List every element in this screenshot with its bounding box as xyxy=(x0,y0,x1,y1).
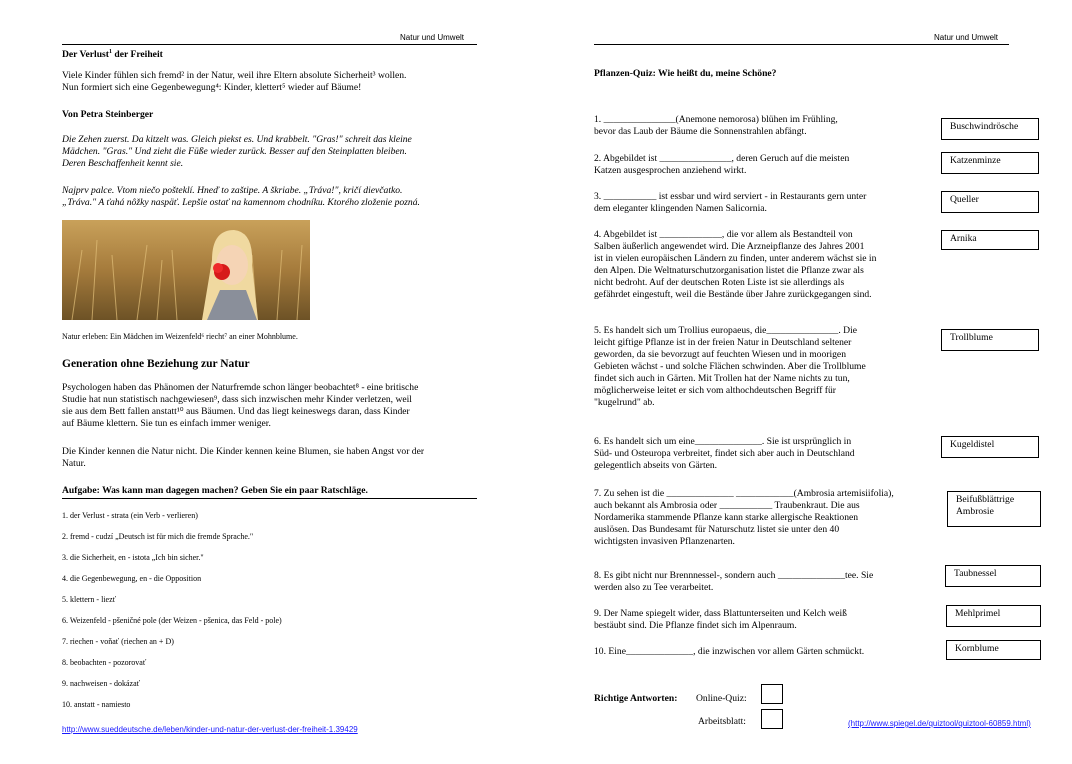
vocab-item: 5. klettern - liezť xyxy=(62,595,117,604)
vocab-item: 8. beobachten - pozorovať xyxy=(62,658,147,667)
question-line: "kugelrund" ab. xyxy=(594,397,655,408)
answer-box: Kornblume xyxy=(946,640,1041,660)
question-line: 9. Der Name spiegelt wider, dass Blattunterseiten und Kelch weiß xyxy=(594,608,847,619)
question-line: leicht giftige Pflanze ist in der freien Natur in Deutschland seltener xyxy=(594,337,852,348)
answer-box: Mehlprimel xyxy=(946,605,1041,627)
answer-box: Taubnessel xyxy=(945,565,1041,587)
question-line: 10. Eine______________, die inzwischen vor allem Gärten schmückt. xyxy=(594,646,865,657)
question-10 xyxy=(594,646,919,658)
vocab-item: 3. die Sicherheit, en - istota „Ich bin sicher." xyxy=(62,553,204,562)
vocab-item: 2. fremd - cudzí „Deutsch ist für mich die fremde Sprache." xyxy=(62,532,254,541)
question-line: 5. Es handelt sich um Trollius europaeus, die_______________. Die xyxy=(594,325,858,336)
question-line: dem eleganter klingenden Namen Salicornia. xyxy=(594,203,767,214)
question-line: 3. ___________ ist essbar und wird serviert - in Restaurants gern unter xyxy=(594,191,867,202)
header-rule xyxy=(594,44,1009,45)
title-part: Der Verlust xyxy=(62,49,109,61)
paragraph-children xyxy=(62,446,477,470)
answer-box: Trollblume xyxy=(941,329,1039,351)
task-heading: Aufgabe: Was kann man dagegen machen? Geben Sie ein paar Ratschläge. xyxy=(62,485,368,496)
right-page xyxy=(536,0,1072,764)
question-line: findet sich auch in Gärten. Mit Trollen hat der Name nichts zu tun, xyxy=(594,373,850,384)
vocab-item: 6. Weizenfeld - pšeničné pole (der Weizen - pšenica, das Feld - pole) xyxy=(62,616,282,625)
answer-box: Kugeldistel xyxy=(941,436,1039,458)
question-line: auch bekannt als Ambrosia oder ___________ Traubenkraut. Die aus xyxy=(594,500,860,511)
answer-box: Arnika xyxy=(941,230,1039,250)
question-line: nicht bedroht. Auf der deutschen Roten Liste ist sie allerdings als xyxy=(594,277,845,288)
paragraph-psychologists xyxy=(62,382,477,430)
question-line: 4. Abgebildet ist _____________, die vor allem als Bestandteil von xyxy=(594,229,853,240)
question-4 xyxy=(594,229,919,301)
para-line: Studie hat nun statistisch nachgewiesen⁹, dass sich inzwischen mehr Kinder verletzen, weil xyxy=(62,394,412,405)
answer-box: Queller xyxy=(941,191,1039,213)
question-6 xyxy=(594,436,919,472)
question-line: bevor das Laub der Bäume die Sonnenstrahlen abfängt. xyxy=(594,126,807,137)
author-line: Von Petra Steinberger xyxy=(62,109,154,120)
intro-line: Viele Kinder fühlen sich fremd² in der Natur, weil ihre Eltern absolute Sicherheit³ wollen. xyxy=(62,70,407,81)
intro-paragraph xyxy=(62,70,477,94)
question-line: 1. _______________(Anemone nemorosa) blühen im Frühling, xyxy=(594,114,838,125)
question-7 xyxy=(594,488,919,548)
online-quiz-label: Online-Quiz: xyxy=(696,693,747,704)
question-1 xyxy=(594,114,919,138)
title-footnote: 1 xyxy=(109,49,112,55)
question-line: Nordamerika stammende Pflanze kann starke allergische Reaktionen xyxy=(594,512,859,523)
header-rule xyxy=(62,44,477,45)
answer-box: Beifußblättrige Ambrosie xyxy=(947,491,1041,527)
question-2 xyxy=(594,153,919,177)
question-9 xyxy=(594,608,919,632)
online-quiz-score-box[interactable] xyxy=(761,684,783,704)
answer-box: Buschwindrösche xyxy=(941,118,1039,140)
question-line: gefährdet eingestuft, weil die Bestände über Jahre zurückgegangen sind. xyxy=(594,289,872,300)
question-5 xyxy=(594,325,919,409)
vocab-item: 1. der Verlust - strata (ein Verb - verlieren) xyxy=(62,511,198,520)
german-quote xyxy=(62,134,477,170)
answers-label: Richtige Antworten: xyxy=(594,693,678,704)
question-line: möglicherweise leitet er sich vom althochdeutschen Begriff für xyxy=(594,385,836,396)
question-line: 6. Es handelt sich um eine______________. Sie ist ursprünglich in xyxy=(594,436,852,447)
question-line: wichtigsten invasiven Pflanzenarten. xyxy=(594,536,735,547)
question-line: 2. Abgebildet ist _______________, deren Geruch auf die meisten xyxy=(594,153,850,164)
worksheet-score-box[interactable] xyxy=(761,709,783,729)
page-header: Natur und Umwelt xyxy=(934,33,999,42)
task-rule xyxy=(62,498,477,499)
intro-line: Nun formiert sich eine Gegenbewegung⁴: Kinder, klettert⁵ wieder auf Bäume! xyxy=(62,82,362,93)
para-line: Psychologen haben das Phänomen der Naturfremde schon länger beobachtet⁸ - eine britische xyxy=(62,382,419,393)
question-line: Gebieten wächst - und solche Flächen schwinden. Aber die Trollblume xyxy=(594,361,866,372)
quote-line: „Tráva." A ťahá nôžky naspäť. Lepšie ostať na kamennom chodníku. Ktorého zloženie pozná. xyxy=(62,197,420,208)
vocab-item: 4. die Gegenbewegung, en - die Opposition xyxy=(62,574,202,583)
source-link[interactable]: http://www.sueddeutsche.de/leben/kinder-und-natur-der-verlust-der-freiheit-1.39429 xyxy=(62,725,358,734)
question-line: Salben äußerlich angewendet wird. Die Arzneipflanze des Jahres 2001 xyxy=(594,241,865,252)
para-line: auf Bäume klettern. Sie tun es einfach immer weniger. xyxy=(62,418,271,429)
quote-line: Deren Beschaffenheit kennt sie. xyxy=(62,158,184,169)
para-line: sie aus dem Bett fallen anstatt¹⁰ aus Bäumen. Und das liegt keineswegs daran, dass Kinder xyxy=(62,406,410,417)
quiz-source-link[interactable]: (http://www.spiegel.de/quiztool/quiztool-60859.html) xyxy=(848,719,1031,728)
article-title xyxy=(62,46,163,61)
question-line: bestäubt sind. Die Pflanze findet sich im Alpenraum. xyxy=(594,620,797,631)
quote-line: Najprv palce. Vtom niečo pošteklí. Hneď to zaštipe. A škriabe. „Tráva!", kričí dievčatko. xyxy=(62,185,403,196)
question-line: geworden, da sie bevorzugt auf feuchten Wiesen und in moorigen xyxy=(594,349,846,360)
question-3 xyxy=(594,191,919,215)
question-line: 7. Zu sehen ist die ______________ ____________(Ambrosia artemisiifolia), xyxy=(594,488,894,499)
vocab-item: 10. anstatt - namiesto xyxy=(62,700,131,709)
vocab-item: 7. riechen - voňať (riechen an + D) xyxy=(62,637,174,646)
quote-line: Die Zehen zuerst. Da kitzelt was. Gleich piekst es. Und krabbelt. "Gras!" schreit das kleine xyxy=(62,134,412,145)
girl-wheatfield-photo xyxy=(62,220,310,320)
para-line: Natur. xyxy=(62,458,86,469)
question-line: Süd- und Osteuropa verbreitet, findet sich aber auch in Deutschland xyxy=(594,448,855,459)
vocabulary-list xyxy=(62,511,282,721)
slovak-quote xyxy=(62,185,477,209)
quote-line: Mädchen. "Gras." Und zieht die Füße wieder zurück. Besser auf den Steinplatten bleiben. xyxy=(62,146,407,157)
page-header: Natur und Umwelt xyxy=(400,33,465,42)
question-line: Katzen ausgesprochen anziehend wirkt. xyxy=(594,165,747,176)
title-part: der Freiheit xyxy=(112,49,163,61)
quiz-title: Pflanzen-Quiz: Wie heißt du, meine Schöne? xyxy=(594,68,777,79)
vocab-item: 9. nachweisen - dokázať xyxy=(62,679,141,688)
worksheet-label: Arbeitsblatt: xyxy=(698,716,746,727)
photo-caption: Natur erleben: Ein Mädchen im Weizenfeld⁶ riecht⁷ an einer Mohnblume. xyxy=(62,332,298,341)
question-line: 8. Es gibt nicht nur Brennnessel-, sondern auch ______________tee. Sie xyxy=(594,570,874,581)
answer-box: Katzenminze xyxy=(941,152,1039,174)
question-line: auslösen. Das Bundesamt für Naturschutz listet sie unter den 40 xyxy=(594,524,840,535)
question-8 xyxy=(594,570,919,594)
question-line: gelegentlich abseits von Gärten. xyxy=(594,460,718,471)
question-line: werden also zu Tee verarbeitet. xyxy=(594,582,714,593)
question-line: den Alpen. Die Weltnaturschutzorganisation listet die Pflanze zwar als xyxy=(594,265,864,276)
para-line: Die Kinder kennen die Natur nicht. Die Kinder kennen keine Blumen, sie haben Angst vor der xyxy=(62,446,425,457)
subheading: Generation ohne Beziehung zur Natur xyxy=(62,358,250,370)
question-line: ist in vielen europäischen Ländern zu finden, unter anderem wächst sie in xyxy=(594,253,877,264)
